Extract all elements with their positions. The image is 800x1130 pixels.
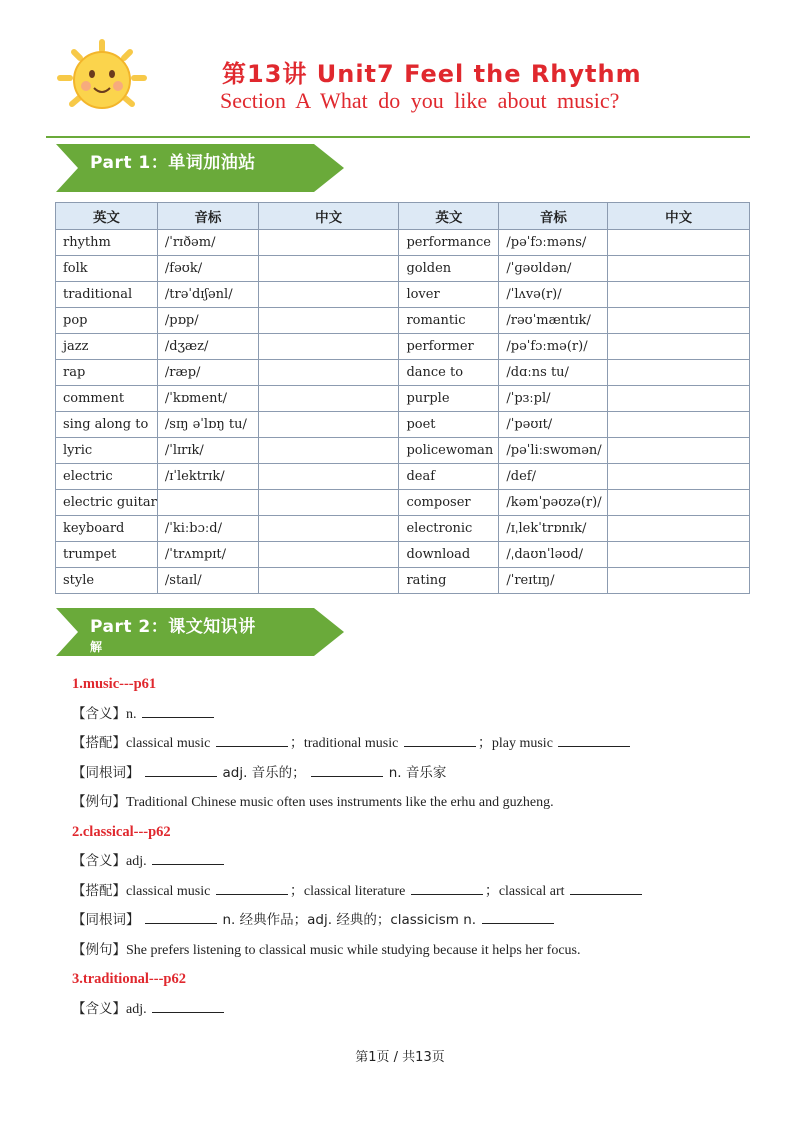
vocabulary-table	[55, 202, 750, 594]
cell-phonetic: /pɒp/	[157, 308, 258, 334]
cell-phonetic	[157, 490, 258, 516]
entry-heading: 2.classical---p62	[72, 823, 171, 840]
part2-banner	[56, 608, 346, 656]
cell-chinese-blank[interactable]	[258, 516, 399, 542]
collocation-item: ；traditional music	[289, 736, 399, 751]
cell-phonetic: /staɪl/	[157, 568, 258, 594]
cell-word-en: dance to	[399, 360, 499, 386]
cell-phonetic: /ˈreɪtɪŋ/	[499, 568, 608, 594]
cell-chinese-blank[interactable]	[258, 490, 399, 516]
cell-chinese-blank[interactable]	[608, 256, 750, 282]
table-header-row	[56, 203, 750, 230]
cell-phonetic: /pəˈfɔːmə(r)/	[499, 334, 608, 360]
collocation-tag: 【搭配】	[72, 882, 126, 899]
cell-word-en: comment	[56, 386, 158, 412]
cell-word-en: traditional	[56, 282, 158, 308]
entry-heading: 3.traditional---p62	[72, 971, 186, 987]
meaning-line	[72, 995, 762, 1025]
table-row	[56, 308, 750, 334]
meaning-line	[72, 847, 762, 877]
table-row	[56, 542, 750, 568]
table-row	[56, 516, 750, 542]
cell-word-en: poet	[399, 412, 499, 438]
header-chinese: 中文	[258, 203, 399, 230]
answer-blank[interactable]	[404, 732, 476, 747]
cell-chinese-blank[interactable]	[258, 542, 399, 568]
cell-chinese-blank[interactable]	[258, 412, 399, 438]
meaning-line	[72, 700, 762, 730]
table-row	[56, 256, 750, 282]
part2-label-line2: 解	[90, 640, 103, 654]
cell-phonetic: /ɪˌlekˈtrɒnɪk/	[499, 516, 608, 542]
sun-mascot-icon	[52, 38, 152, 118]
cell-chinese-blank[interactable]	[608, 308, 750, 334]
cell-phonetic: /ˈpɜːpl/	[499, 386, 608, 412]
part1-banner	[56, 144, 346, 192]
cell-chinese-blank[interactable]	[258, 568, 399, 594]
section-subtitle: Section A What do you like about music?	[220, 88, 620, 113]
cell-chinese-blank[interactable]	[608, 568, 750, 594]
header-chinese: 中文	[608, 203, 750, 230]
cell-word-en: rap	[56, 360, 158, 386]
cell-word-en: pop	[56, 308, 158, 334]
cell-chinese-blank[interactable]	[608, 464, 750, 490]
answer-blank[interactable]	[152, 850, 224, 865]
cell-chinese-blank[interactable]	[258, 438, 399, 464]
cell-phonetic: /ˈrɪðəm/	[157, 230, 258, 256]
table-row	[56, 386, 750, 412]
cell-chinese-blank[interactable]	[258, 230, 399, 256]
cell-word-en: golden	[399, 256, 499, 282]
cognate-item: adj. 音乐的；	[222, 764, 306, 781]
cell-word-en: rating	[399, 568, 499, 594]
cell-word-en: purple	[399, 386, 499, 412]
meaning-pos: n.	[126, 706, 137, 722]
cell-word-en: electronic	[399, 516, 499, 542]
table-row	[56, 438, 750, 464]
cognate-line	[72, 906, 762, 936]
cell-word-en: sing along to	[56, 412, 158, 438]
cell-chinese-blank[interactable]	[258, 256, 399, 282]
cell-phonetic: /ˈɡəʊldən/	[499, 256, 608, 282]
cell-phonetic: /rəʊˈmæntɪk/	[499, 308, 608, 334]
cell-word-en: jazz	[56, 334, 158, 360]
answer-blank[interactable]	[558, 732, 630, 747]
meaning-pos: adj.	[126, 1001, 147, 1017]
cognate-item: n. 音乐家	[388, 764, 447, 781]
example-line	[72, 788, 762, 818]
cell-word-en: keyboard	[56, 516, 158, 542]
cell-chinese-blank[interactable]	[608, 490, 750, 516]
meaning-tag: 【含义】	[72, 705, 126, 722]
knowledge-content	[72, 670, 762, 1024]
answer-blank[interactable]	[145, 909, 217, 924]
cell-word-en: deaf	[399, 464, 499, 490]
cell-word-en: lyric	[56, 438, 158, 464]
header-phonetic: 音标	[499, 203, 608, 230]
cell-phonetic: /sɪŋ əˈlɒŋ tu/	[157, 412, 258, 438]
cell-phonetic: /ˌdaʊnˈləʊd/	[499, 542, 608, 568]
answer-blank[interactable]	[145, 762, 217, 777]
cell-word-en: electric guitar	[56, 490, 158, 516]
cell-phonetic: /kəmˈpəʊzə(r)/	[499, 490, 608, 516]
cell-word-en: style	[56, 568, 158, 594]
cell-phonetic: /dɑːns tu/	[499, 360, 608, 386]
cognate-item: n. 经典作品；adj. 经典的；classicism n.	[222, 912, 477, 928]
collocation-line	[72, 877, 762, 907]
cell-chinese-blank[interactable]	[608, 386, 750, 412]
cognate-line	[72, 759, 762, 789]
collocation-item: classical music	[126, 736, 211, 751]
cell-phonetic: /fəʊk/	[157, 256, 258, 282]
table-row	[56, 334, 750, 360]
example-sentence: She prefers listening to classical music while studying because it helps her focus.	[126, 942, 581, 958]
collocation-item: classical music	[126, 883, 211, 899]
cell-phonetic: /def/	[499, 464, 608, 490]
cognate-tag: 【同根词】	[72, 912, 140, 928]
part2-label-line1: Part 2：课文知识讲	[90, 617, 256, 637]
cell-word-en: download	[399, 542, 499, 568]
cell-chinese-blank[interactable]	[258, 282, 399, 308]
cell-phonetic: /ˈpəʊɪt/	[499, 412, 608, 438]
cell-word-en: folk	[56, 256, 158, 282]
example-tag: 【例句】	[72, 941, 126, 958]
cognate-tag: 【同根词】	[72, 764, 140, 781]
cell-chinese-blank[interactable]	[258, 386, 399, 412]
cell-chinese-blank[interactable]	[258, 334, 399, 360]
cell-word-en: performance	[399, 230, 499, 256]
lesson-title: 第13讲 Unit7 Feel the Rhythm	[222, 60, 642, 88]
table-row	[56, 412, 750, 438]
collocation-line	[72, 729, 762, 759]
cell-word-en: performer	[399, 334, 499, 360]
cell-chinese-blank[interactable]	[608, 412, 750, 438]
cell-chinese-blank[interactable]	[258, 308, 399, 334]
cell-phonetic: /dʒæz/	[157, 334, 258, 360]
cell-phonetic: /ræp/	[157, 360, 258, 386]
cell-chinese-blank[interactable]	[608, 438, 750, 464]
table-row	[56, 490, 750, 516]
collocation-tag: 【搭配】	[72, 735, 126, 751]
cell-chinese-blank[interactable]	[608, 230, 750, 256]
cell-word-en: romantic	[399, 308, 499, 334]
part2-label	[90, 618, 256, 657]
answer-blank[interactable]	[216, 732, 288, 747]
meaning-tag: 【含义】	[72, 1000, 126, 1017]
cell-word-en: electric	[56, 464, 158, 490]
answer-blank[interactable]	[482, 909, 554, 924]
cell-phonetic: /ˈkiːbɔːd/	[157, 516, 258, 542]
table-row	[56, 282, 750, 308]
cell-phonetic: /trəˈdɪʃənl/	[157, 282, 258, 308]
header-english: 英文	[399, 203, 499, 230]
part1-label: Part 1：单词加油站	[90, 153, 256, 173]
answer-blank[interactable]	[216, 880, 288, 895]
cell-word-en: policewoman	[399, 438, 499, 464]
cell-word-en: composer	[399, 490, 499, 516]
cell-phonetic: /ˈlʌvə(r)/	[499, 282, 608, 308]
answer-blank[interactable]	[142, 703, 214, 718]
cell-phonetic: /ˈtrʌmpɪt/	[157, 542, 258, 568]
cell-phonetic: /pəˈliːswʊmən/	[499, 438, 608, 464]
collocation-item: ；classical art	[484, 883, 565, 899]
cell-chinese-blank[interactable]	[608, 360, 750, 386]
meaning-tag: 【含义】	[72, 853, 126, 869]
answer-blank[interactable]	[311, 762, 383, 777]
cell-chinese-blank[interactable]	[608, 542, 750, 568]
table-row	[56, 360, 750, 386]
cell-phonetic: /ˈlɪrɪk/	[157, 438, 258, 464]
example-line	[72, 936, 762, 966]
example-tag: 【例句】	[72, 794, 126, 810]
cell-chinese-blank[interactable]	[608, 516, 750, 542]
table-row	[56, 568, 750, 594]
header-phonetic: 音标	[157, 203, 258, 230]
table-row	[56, 464, 750, 490]
cell-word-en: rhythm	[56, 230, 158, 256]
meaning-pos: adj.	[126, 854, 147, 869]
cell-word-en: trumpet	[56, 542, 158, 568]
cell-phonetic: /ˈkɒment/	[157, 386, 258, 412]
cell-chinese-blank[interactable]	[608, 282, 750, 308]
example-sentence: Traditional Chinese music often uses instruments like the erhu and guzheng.	[126, 795, 554, 810]
answer-blank[interactable]	[411, 880, 483, 895]
header-english: 英文	[56, 203, 158, 230]
cell-chinese-blank[interactable]	[258, 360, 399, 386]
table-row	[56, 230, 750, 256]
cell-phonetic: /ɪˈlektrɪk/	[157, 464, 258, 490]
page-number: 第1页 / 共13页	[355, 1050, 445, 1065]
entry-heading: 1.music---p61	[72, 676, 157, 692]
answer-blank[interactable]	[570, 880, 642, 895]
cell-word-en: lover	[399, 282, 499, 308]
header-divider	[46, 136, 750, 138]
cell-chinese-blank[interactable]	[608, 334, 750, 360]
cell-chinese-blank[interactable]	[258, 464, 399, 490]
answer-blank[interactable]	[152, 998, 224, 1013]
collocation-item: ；classical literature	[289, 883, 406, 899]
cell-phonetic: /pəˈfɔːməns/	[499, 230, 608, 256]
collocation-item: ；play music	[477, 736, 553, 751]
